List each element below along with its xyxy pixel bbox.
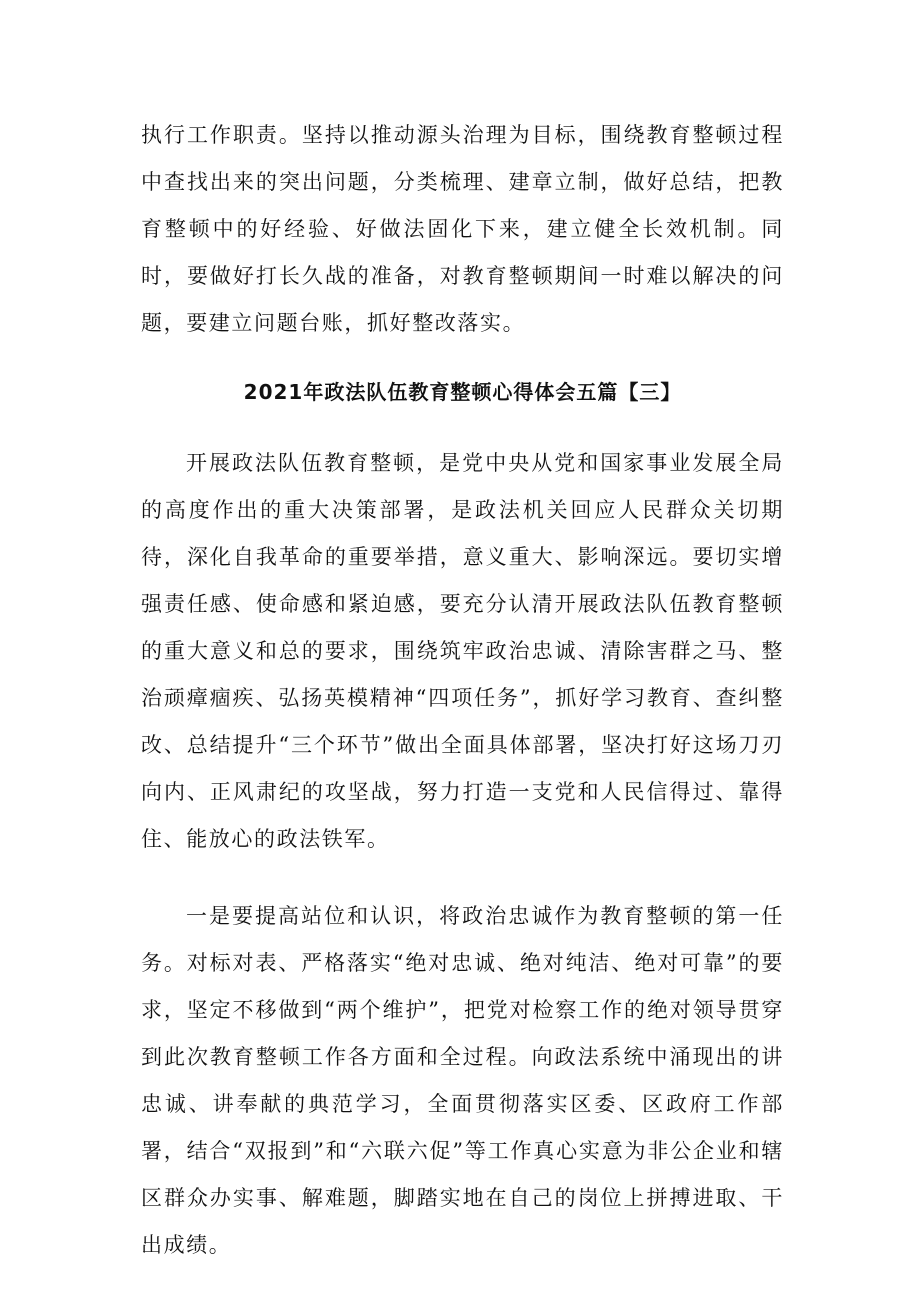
- section-heading: 2021年政法队伍教育整顿心得体会五篇【三】: [243, 380, 682, 404]
- paragraph-point-one: 一是要提高站位和认识，将政治忠诚作为教育整顿的第一任务。对标对表、严格落实“绝对忠诚、绝对纯洁、绝对可靠”的要求，坚定不移做到“两个维护”，把党对检察工作的绝对领导贯穿到此次教育整顿工作各方面和全过程。向政法系统中涌现出的讲忠诚、讲奉献的典范学习，全面贯彻落实区委、区政府工作部署，结合“双报到”和“六联六促”等工作真心实意为非公企业和辖区群众办实事、解难题，脚踏实地在自己的岗位上拼搏进取、干出成绩。: [141, 904, 784, 1257]
- document-body: [141, 112, 784, 1269]
- paragraph-gap: [141, 863, 784, 893]
- paragraph-continuation: 执行工作职责。坚持以推动源头治理为目标，围绕教育整顿过程中查找出来的突出问题，分类梳理、建章立制，做好总结，把教育整顿中的好经验、好做法固化下来，建立健全长效机制。同时，要做好打长久战的准备，对教育整顿期间一时难以解决的问题，要建立问题台账，抓好整改落实。: [141, 123, 784, 335]
- paragraph-intro: 开展政法队伍教育整顿，是党中央从党和国家事业发展全局的高度作出的重大决策部署，是政法机关回应人民群众关切期待，深化自我革命的重要举措，意义重大、影响深远。要切实增强责任感、使命感和紧迫感，要充分认清开展政法队伍教育整顿的重大意义和总的要求，围绕筑牢政治忠诚、清除害群之马、整治顽瘴痼疾、弘扬英模精神“四项任务”，抓好学习教育、查纠整改、总结提升“三个环节”做出全面具体部署，坚决打好这场刀刃向内、正风肃纪的攻坚战，努力打造一支党和人民信得过、靠得住、能放心的政法铁军。: [141, 451, 784, 851]
